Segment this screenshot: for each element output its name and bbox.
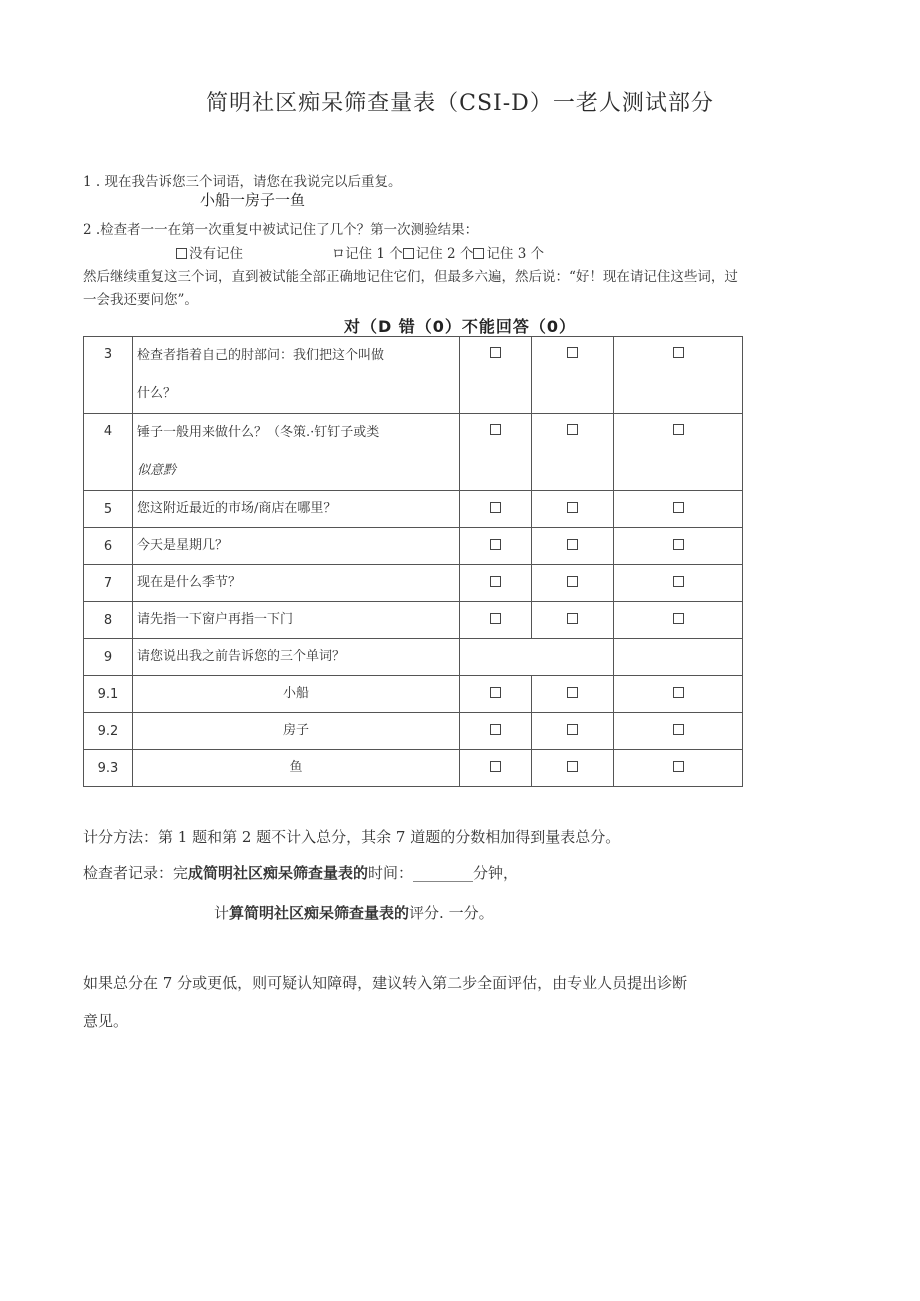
- table-row: [84, 639, 743, 676]
- wrong-checkbox[interactable]: [567, 687, 578, 698]
- table-row: [84, 713, 743, 750]
- checkbox-2[interactable]: [403, 248, 414, 259]
- wrong-checkbox[interactable]: [567, 613, 578, 624]
- wrong-checkbox[interactable]: [567, 761, 578, 772]
- answer-column-header: 对（D 错（0）不能回答（0）: [343, 317, 577, 336]
- question-1: 1 . 现在我告诉您三个词语，请您在我说完以后重复。: [83, 174, 402, 190]
- option-1-label: ロ记住 1 个: [331, 246, 403, 262]
- empty-cell: [460, 639, 614, 676]
- no-answer-checkbox[interactable]: [673, 502, 684, 513]
- row-word: 鱼: [133, 750, 460, 787]
- row-number: 9.2: [84, 713, 133, 750]
- correct-checkbox[interactable]: [490, 724, 501, 735]
- table-row: [84, 676, 743, 713]
- table-row: [84, 414, 743, 491]
- row-number: 3: [84, 337, 133, 414]
- correct-checkbox[interactable]: [490, 576, 501, 587]
- question-2: 2 .检查者一一在第一次重复中被试记住了几个？第一次测验结果：: [83, 222, 479, 238]
- correct-checkbox[interactable]: [490, 687, 501, 698]
- correct-checkbox[interactable]: [490, 539, 501, 550]
- row-number: 6: [84, 528, 133, 565]
- option-none-label: 没有记住: [189, 246, 243, 262]
- wrong-checkbox[interactable]: [567, 724, 578, 735]
- row-number: 9.1: [84, 676, 133, 713]
- row-question: 请您说出我之前告诉您的三个单词？: [133, 639, 460, 676]
- advice-line1: 如果总分在 7 分或更低，则可疑认知障碍，建议转入第二步全面评估，由专业人员提出诊断: [83, 974, 688, 992]
- checkbox-none[interactable]: [176, 248, 187, 259]
- table-row: [84, 602, 743, 639]
- correct-checkbox[interactable]: [490, 424, 501, 435]
- checkbox-3[interactable]: [473, 248, 484, 259]
- row-question: 您这附近最近的市场/商店在哪里？: [133, 491, 460, 528]
- word-list: 小船一房子一鱼: [200, 191, 306, 209]
- table-row: [84, 528, 743, 565]
- table-row: [84, 337, 743, 414]
- no-answer-checkbox[interactable]: [673, 761, 684, 772]
- row-question: 锤子一般用来做什么？（冬策.·钉钉子或类 似意黔: [133, 414, 460, 491]
- empty-cell: [614, 639, 743, 676]
- examiner-record-score: 计算简明社区痴呆筛查量表的评分. 一分。: [214, 904, 494, 922]
- row-word: 房子: [133, 713, 460, 750]
- table-row: [84, 565, 743, 602]
- no-answer-checkbox[interactable]: [673, 576, 684, 587]
- row-number: 9.3: [84, 750, 133, 787]
- table-row: [84, 491, 743, 528]
- page-title: 简明社区痴呆筛查量表（CSI-D）一老人测试部分: [206, 91, 714, 116]
- wrong-checkbox[interactable]: [567, 576, 578, 587]
- no-answer-checkbox[interactable]: [673, 424, 684, 435]
- row-number: 5: [84, 491, 133, 528]
- wrong-checkbox[interactable]: [567, 539, 578, 550]
- correct-checkbox[interactable]: [490, 502, 501, 513]
- row-question: 请先指一下窗户再指一下门: [133, 602, 460, 639]
- no-answer-checkbox[interactable]: [673, 347, 684, 358]
- examiner-record-time: 检查者记录：完成简明社区痴呆筛查量表的时间：________分钟，: [83, 864, 519, 882]
- wrong-checkbox[interactable]: [567, 347, 578, 358]
- row-number: 4: [84, 414, 133, 491]
- wrong-checkbox[interactable]: [567, 424, 578, 435]
- correct-checkbox[interactable]: [490, 613, 501, 624]
- option-2-label: 记住 2 个: [415, 246, 474, 262]
- repeat-instruction-line1: 然后继续重复这三个词，直到被试能全部正确地记住它们，但最多六遍，然后说：“好！现在请记住这些词，过: [83, 269, 738, 285]
- row-question: 今天是星期几？: [133, 528, 460, 565]
- row-number: 9: [84, 639, 133, 676]
- repeat-instruction-line2: 一会我还要问您”。: [83, 292, 198, 308]
- correct-checkbox[interactable]: [490, 761, 501, 772]
- scoring-method: 计分方法：第 1 题和第 2 题不计入总分，其余 7 道题的分数相加得到量表总分。: [83, 828, 621, 846]
- wrong-checkbox[interactable]: [567, 502, 578, 513]
- no-answer-checkbox[interactable]: [673, 613, 684, 624]
- advice-line2: 意见。: [83, 1012, 129, 1030]
- no-answer-checkbox[interactable]: [673, 724, 684, 735]
- row-number: 7: [84, 565, 133, 602]
- question-table: [83, 336, 743, 787]
- row-question: 检查者指着自己的肘部问：我们把这个叫做 什么？: [133, 337, 460, 414]
- no-answer-checkbox[interactable]: [673, 687, 684, 698]
- table-row: [84, 750, 743, 787]
- option-3-label: 记住 3 个: [486, 246, 545, 262]
- row-number: 8: [84, 602, 133, 639]
- recall-options: [176, 242, 544, 262]
- row-word: 小船: [133, 676, 460, 713]
- correct-checkbox[interactable]: [490, 347, 501, 358]
- row-question: 现在是什么季节？: [133, 565, 460, 602]
- no-answer-checkbox[interactable]: [673, 539, 684, 550]
